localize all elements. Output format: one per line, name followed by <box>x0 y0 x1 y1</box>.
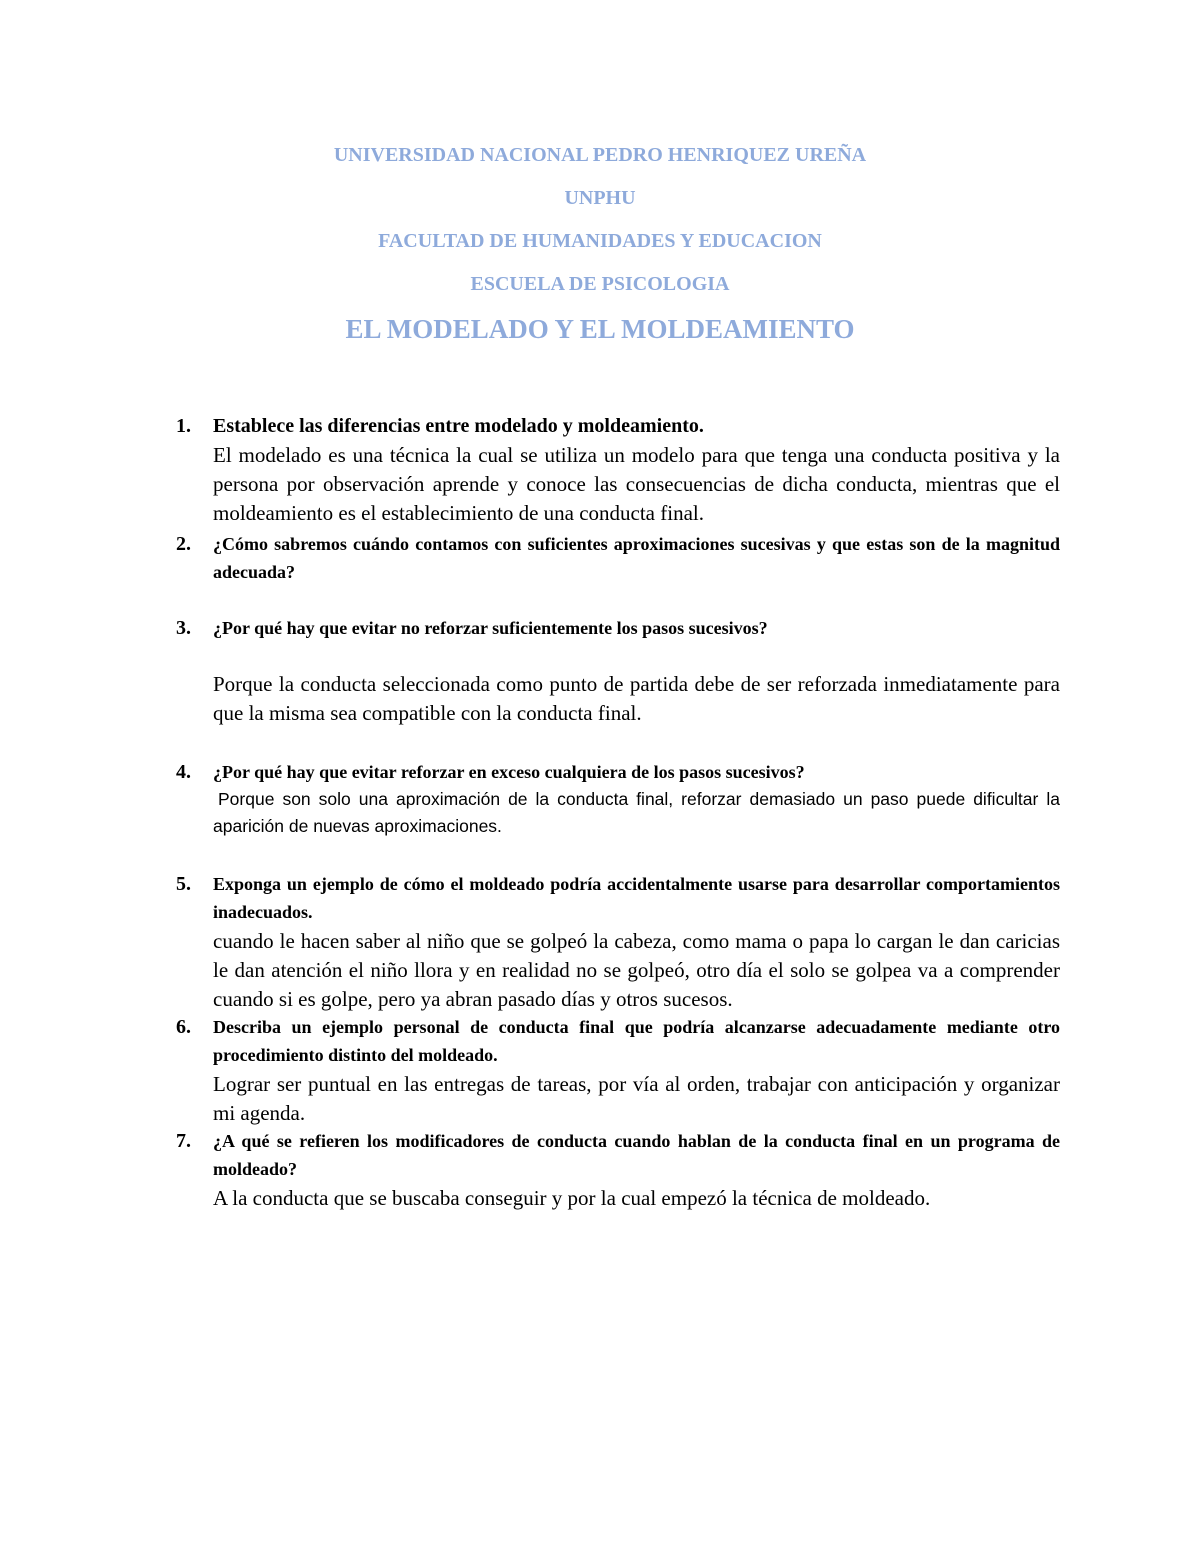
answer-text: Porque la conducta seleccionada como punto de partida debe de ser reforzada inmediatamente para que la misma sea compatible con la conducta final. <box>213 672 1060 725</box>
question-text: Establece las diferencias entre modelado y moldeamiento. <box>213 415 704 437</box>
question-text: Describa un ejemplo personal de conducta final que podría alcanzarse adecuadamente mediante otro procedimiento distinto del moldeado. <box>213 1017 1060 1065</box>
question-4 <box>176 758 1060 840</box>
document-title: EL MODELADO Y EL MOLDEAMIENTO <box>345 314 855 344</box>
question-number: 4. <box>176 761 191 783</box>
question-5 <box>176 870 1060 1014</box>
question-text: Exponga un ejemplo de cómo el moldeado podría accidentalmente usarse para desarrollar comportamientos inadecuados. <box>213 874 1060 922</box>
question-number: 1. <box>176 415 191 437</box>
question-6 <box>176 1013 1060 1128</box>
question-text: ¿Cómo sabremos cuándo contamos con suficientes aproximaciones sucesivas y que estas son de la magnitud adecuada? <box>213 534 1060 582</box>
school-name: ESCUELA DE PSICOLOGIA <box>470 273 730 295</box>
question-number: 2. <box>176 533 191 555</box>
question-number: 3. <box>176 617 191 639</box>
question-7 <box>176 1127 1060 1213</box>
answer-text: Lograr ser puntual en las entregas de tareas, por vía al orden, trabajar con anticipación y organizar mi agenda. <box>213 1072 1060 1125</box>
question-number: 7. <box>176 1130 191 1152</box>
question-3 <box>176 614 1060 728</box>
university-name: UNIVERSIDAD NACIONAL PEDRO HENRIQUEZ UREÑA <box>333 144 867 166</box>
answer-text: El modelado es una técnica la cual se utiliza un modelo para que tenga una conducta positiva y la persona por observación aprende y conoce las consecuencias de dicha conducta, mientras que el moldeamiento es el establecimiento de una conducta final. <box>213 443 1060 525</box>
question-number: 5. <box>176 873 191 895</box>
question-text: ¿A qué se refieren los modificadores de conducta cuando hablan de la conducta final en un programa de moldeado? <box>213 1131 1060 1179</box>
answer-text: cuando le hacen saber al niño que se golpeó la cabeza, como mama o papa lo cargan le dan caricias le dan atención el niño llora y en realidad no se golpeó, otro día el solo se golpea va a comprender cuando si es golpe, pero ya abran pasado días y otros sucesos. <box>213 929 1060 1011</box>
question-1 <box>176 412 1060 528</box>
answer-text: A la conducta que se buscaba conseguir y por la cual empezó la técnica de moldeado. <box>213 1186 931 1210</box>
question-number: 6. <box>176 1016 191 1038</box>
question-text: ¿Por qué hay que evitar no reforzar suficientemente los pasos sucesivos? <box>213 618 768 638</box>
university-acronym: UNPHU <box>564 187 636 209</box>
question-text: ¿Por qué hay que evitar reforzar en exceso cualquiera de los pasos sucesivos? <box>213 762 805 782</box>
answer-text: Porque son solo una aproximación de la conducta final, reforzar demasiado un paso puede dificultar la aparición de nuevas aproximaciones. <box>213 789 1060 836</box>
faculty-name: FACULTAD DE HUMANIDADES Y EDUCACION <box>378 230 822 252</box>
question-2 <box>176 530 1060 586</box>
